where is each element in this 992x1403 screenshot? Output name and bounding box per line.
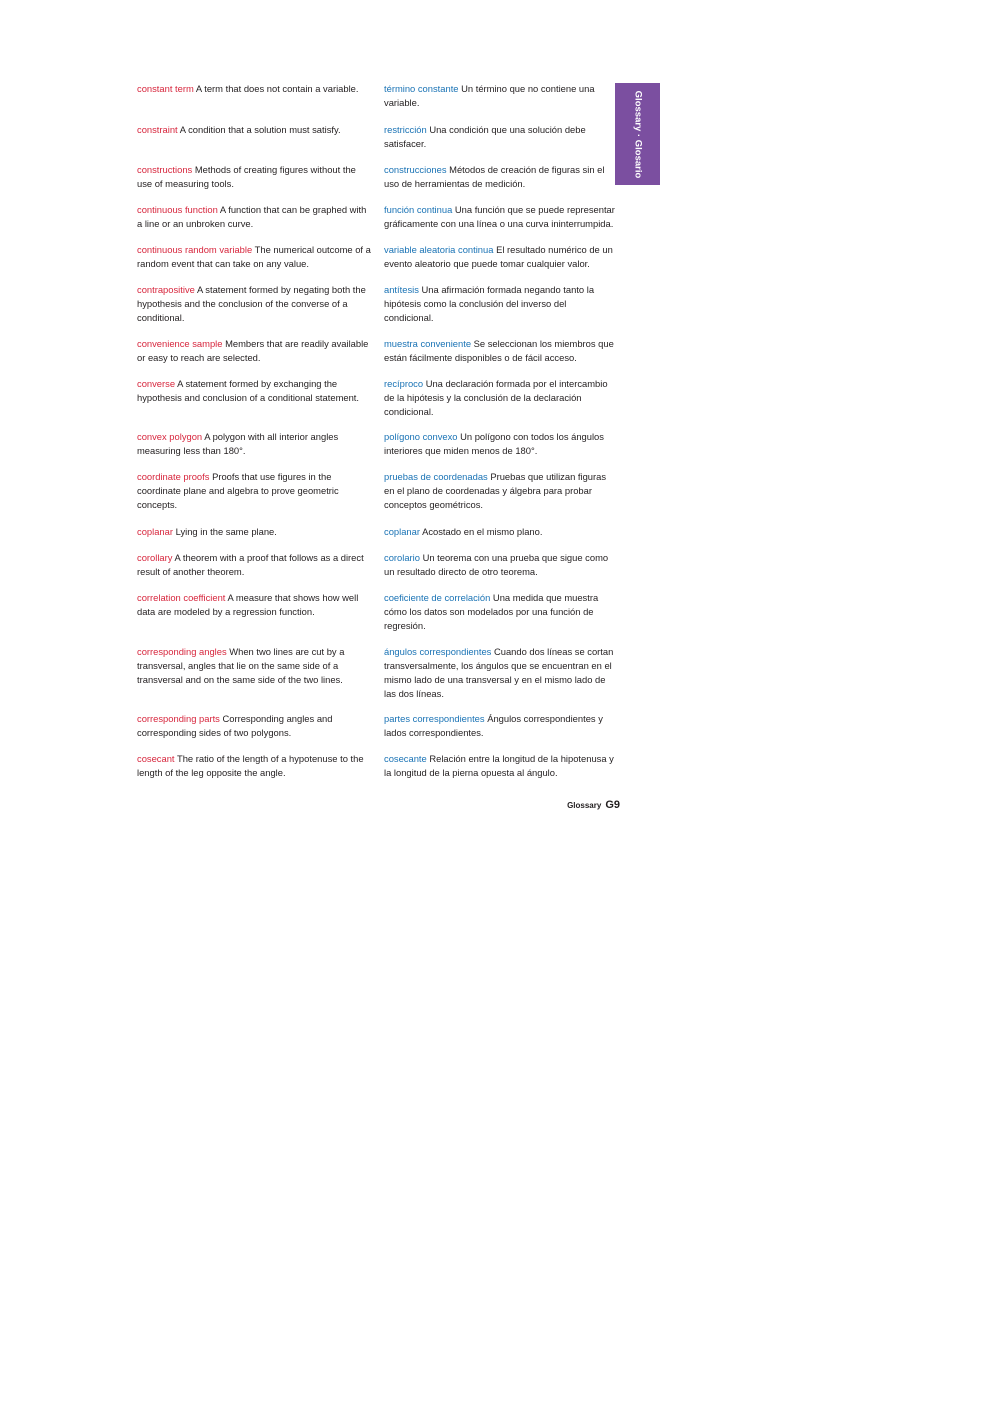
entry-definition: Una condición que una solución debe satisfacer. bbox=[384, 124, 586, 149]
entry-definition: A polygon with all interior angles measuring less than 180°. bbox=[137, 431, 339, 456]
entry-definition: The numerical outcome of a random event that can take on any value. bbox=[137, 244, 371, 269]
entry-definition: A theorem with a proof that follows as a direct result of another theorem. bbox=[137, 552, 364, 577]
glossary-entry-en bbox=[137, 591, 373, 619]
entry-definition: Relación entre la longitud de la hipotenusa y la longitud de la pierna opuesta al ángulo. bbox=[384, 753, 614, 778]
glossary-entry-en bbox=[137, 123, 373, 137]
glossary-entry-en bbox=[137, 283, 373, 325]
entry-term: convenience sample bbox=[137, 338, 223, 349]
entry-definition: Ángulos correspondientes y lados correspondientes. bbox=[384, 713, 603, 738]
entry-definition: Members that are readily available or easy to reach are selected. bbox=[137, 338, 369, 363]
entry-term: coordinate proofs bbox=[137, 471, 210, 482]
entry-term: corresponding angles bbox=[137, 646, 227, 657]
entry-term: constant term bbox=[137, 83, 194, 94]
entry-term: coeficiente de correlación bbox=[384, 592, 491, 603]
entry-definition: Métodos de creación de figuras sin el uso de herramientas de medición. bbox=[384, 164, 605, 189]
entry-definition: Un término que no contiene una variable. bbox=[384, 83, 595, 108]
entry-definition: A statement formed by negating both the hypothesis and the conclusion of the converse of a conditional. bbox=[137, 284, 366, 323]
entry-definition: Una declaración formada por el intercambio de la hipótesis y la conclusión de la declaración condicional. bbox=[384, 378, 608, 417]
glossary-entry-es bbox=[384, 283, 616, 325]
entry-term: constructions bbox=[137, 164, 193, 175]
glossary-entry-es bbox=[384, 712, 616, 740]
glossary-entry-es bbox=[384, 123, 616, 151]
glossary-entry-en bbox=[137, 243, 373, 271]
entry-definition: A term that does not contain a variable. bbox=[195, 83, 359, 94]
glossary-entry-es bbox=[384, 243, 616, 271]
entry-term: converse bbox=[137, 378, 176, 389]
glossary-entry-es bbox=[384, 551, 616, 579]
glossary-entry-en bbox=[137, 645, 373, 687]
entry-definition: Pruebas que utilizan figuras en el plano de coordenadas y álgebra para probar conceptos geométricos. bbox=[384, 471, 607, 510]
entry-term: polígono convexo bbox=[384, 431, 458, 442]
entry-definition: Una función que se puede representar gráficamente con una línea o una curva ininterrumpida. bbox=[384, 204, 615, 229]
glossary-entry-es bbox=[384, 525, 616, 539]
entry-term: coplanar bbox=[384, 526, 420, 537]
entry-definition: Se seleccionan los miembros que están fácilmente disponibles o de fácil acceso. bbox=[384, 338, 614, 363]
entry-definition: Methods of creating figures without the use of measuring tools. bbox=[137, 164, 356, 189]
entry-term: término constante bbox=[384, 83, 459, 94]
entry-definition: Corresponding angles and corresponding sides of two polygons. bbox=[137, 713, 333, 738]
glossary-entry-en bbox=[137, 377, 373, 405]
entry-term: ángulos correspondientes bbox=[384, 646, 492, 657]
entry-term: muestra conveniente bbox=[384, 338, 472, 349]
glossary-entry-es bbox=[384, 752, 616, 780]
glossary-entry-es bbox=[384, 82, 616, 110]
entry-term: función continua bbox=[384, 204, 453, 215]
glossary-entry-en bbox=[137, 82, 373, 96]
glossary-entry-es bbox=[384, 163, 616, 191]
glossary-entry-en bbox=[137, 430, 373, 458]
entry-term: convex polygon bbox=[137, 431, 203, 442]
page-footer bbox=[520, 795, 620, 813]
entry-term: constraint bbox=[137, 124, 178, 135]
entry-term: cosecante bbox=[384, 753, 427, 764]
entry-term: variable aleatoria continua bbox=[384, 244, 494, 255]
entry-term: pruebas de coordenadas bbox=[384, 471, 488, 482]
glossary-side-tab bbox=[615, 83, 660, 185]
glossary-entry-es bbox=[384, 430, 616, 458]
entry-term: coplanar bbox=[137, 526, 173, 537]
entry-term: contrapositive bbox=[137, 284, 195, 295]
entry-definition: A statement formed by exchanging the hypothesis and conclusion of a conditional statement. bbox=[137, 378, 360, 403]
entry-term: corolario bbox=[384, 552, 420, 563]
glossary-entry-es bbox=[384, 203, 616, 231]
entry-term: corresponding parts bbox=[137, 713, 220, 724]
glossary-entry-en bbox=[137, 203, 373, 231]
glossary-entry-en bbox=[137, 551, 373, 579]
entry-definition: The ratio of the length of a hypotenuse to the length of the leg opposite the angle. bbox=[137, 753, 364, 778]
entry-term: recíproco bbox=[384, 378, 424, 389]
entry-definition: A function that can be graphed with a line or an unbroken curve. bbox=[137, 204, 367, 229]
entry-definition: Un polígono con todos los ángulos interiores que miden menos de 180°. bbox=[384, 431, 604, 456]
footer-label: Glossary bbox=[567, 801, 602, 810]
entry-term: construcciones bbox=[384, 164, 447, 175]
entry-definition: Proofs that use figures in the coordinate plane and algebra to prove geometric concepts. bbox=[137, 471, 339, 510]
glossary-entry-en bbox=[137, 470, 373, 512]
entry-definition: Acostado en el mismo plano. bbox=[422, 526, 543, 537]
entry-definition: Lying in the same plane. bbox=[175, 526, 277, 537]
entry-definition: Una medida que muestra cómo los datos son modelados por una función de regresión. bbox=[384, 592, 599, 631]
entry-definition: Un teorema con una prueba que sigue como un resultado directo de otro teorema. bbox=[384, 552, 609, 577]
entry-term: cosecant bbox=[137, 753, 175, 764]
glossary-entry-es bbox=[384, 337, 616, 365]
entry-definition: When two lines are cut by a transversal, angles that lie on the same side of a transversal and on the same side of the two lines. bbox=[137, 646, 345, 685]
glossary-entry-en bbox=[137, 752, 373, 780]
entry-definition: A condition that a solution must satisfy. bbox=[179, 124, 341, 135]
glossary-entry-es bbox=[384, 645, 616, 701]
glossary-entry-en bbox=[137, 712, 373, 740]
entry-definition: Cuando dos líneas se cortan transversalmente, los ángulos que se encuentran en el mismo lado de una transversal y en el mismo lado de las dos líneas. bbox=[384, 646, 614, 699]
entry-term: partes correspondientes bbox=[384, 713, 485, 724]
entry-term: continuous random variable bbox=[137, 244, 253, 255]
page-number: G9 bbox=[605, 799, 620, 811]
entry-term: antítesis bbox=[384, 284, 419, 295]
glossary-entry-es bbox=[384, 470, 616, 512]
entry-term: corollary bbox=[137, 552, 173, 563]
glossary-entry-en bbox=[137, 163, 373, 191]
side-tab-label: Glossary · Glosario bbox=[632, 90, 643, 178]
glossary-entry-en bbox=[137, 525, 373, 539]
entry-definition: A measure that shows how well data are modeled by a regression function. bbox=[137, 592, 359, 617]
entry-term: continuous function bbox=[137, 204, 218, 215]
glossary-entry-en bbox=[137, 337, 373, 365]
entry-definition: Una afirmación formada negando tanto la hipótesis como la conclusión del inverso del condicional. bbox=[384, 284, 595, 323]
entry-definition: El resultado numérico de un evento aleatorio que puede tomar cualquier valor. bbox=[384, 244, 613, 269]
glossary-entry-es bbox=[384, 377, 616, 419]
glossary-entry-es bbox=[384, 591, 616, 633]
entry-term: restricción bbox=[384, 124, 427, 135]
entry-term: correlation coefficient bbox=[137, 592, 226, 603]
